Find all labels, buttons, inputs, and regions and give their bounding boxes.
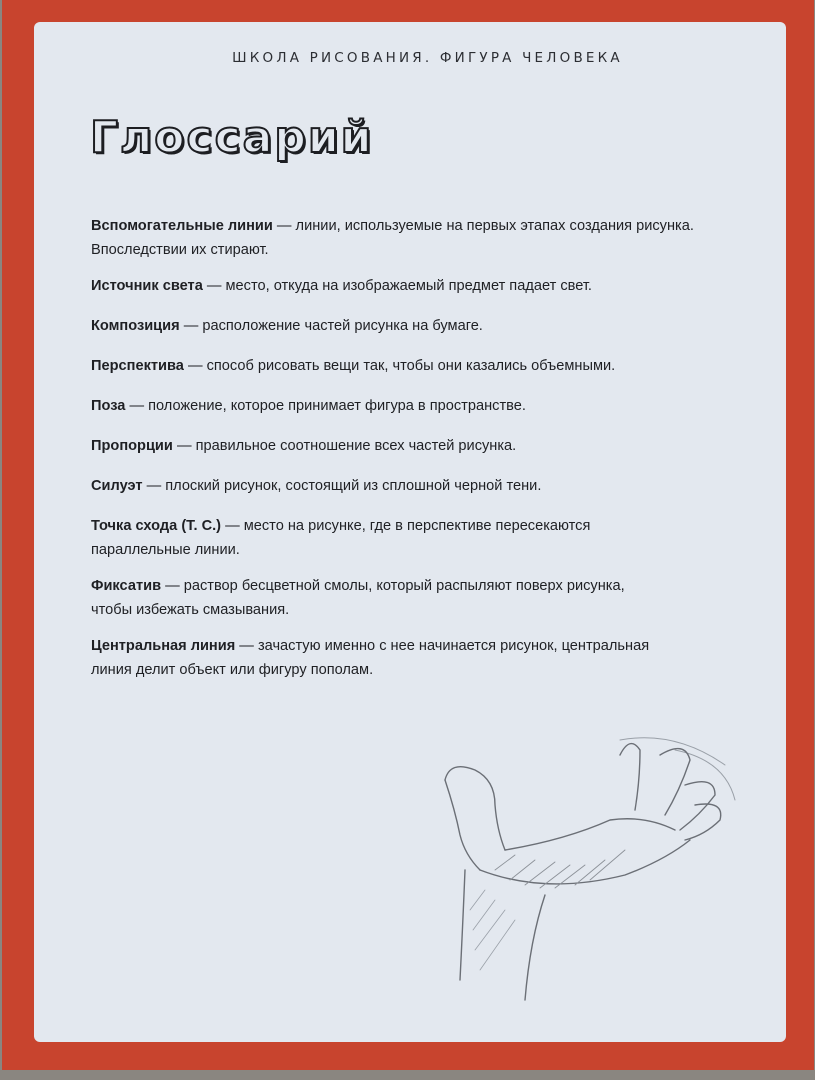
glossary-term: Силуэт xyxy=(91,478,143,494)
running-header: ШКОЛА РИСОВАНИЯ. ФИГУРА ЧЕЛОВЕКА xyxy=(232,50,623,66)
glossary-entry xyxy=(91,474,751,498)
hand-sketch-icon xyxy=(425,720,755,1020)
glossary-term: Композиция xyxy=(91,318,180,334)
glossary-entry xyxy=(91,634,751,682)
glossary-definition: — расположение частей рисунка на бумаге. xyxy=(179,318,483,334)
glossary-term: Перспектива xyxy=(91,358,184,374)
glossary-entry xyxy=(91,574,751,622)
glossary-entry xyxy=(91,514,751,562)
glossary-definition-continuation: параллельные линии. xyxy=(91,542,240,558)
glossary-entry xyxy=(91,274,751,298)
glossary-definition: — зачастую именно с нее начинается рисунок, центральная xyxy=(235,638,650,654)
glossary-term: Центральная линия xyxy=(91,638,236,654)
glossary-definition: — плоский рисунок, состоящий из сплошной черной тени. xyxy=(142,478,542,494)
glossary-entry xyxy=(91,314,751,338)
glossary-definition: — место на рисунке, где в перспективе пересекаются xyxy=(221,518,591,534)
glossary-definition: — раствор бесцветной смолы, который распыляют поверх рисунка, xyxy=(161,578,625,594)
glossary-list xyxy=(91,214,751,682)
glossary-term: Фиксатив xyxy=(91,578,162,594)
glossary-definition-continuation: чтобы избежать смазывания. xyxy=(91,602,290,618)
glossary-term: Пропорции xyxy=(91,438,173,454)
glossary-definition: — место, откуда на изображаемый предмет падает свет. xyxy=(202,278,592,294)
glossary-entry xyxy=(91,214,751,262)
glossary-definition: — способ рисовать вещи так, чтобы они казались объемными. xyxy=(183,358,616,374)
glossary-term: Источник света xyxy=(91,278,203,294)
glossary-definition: — правильное соотношение всех частей рисунка. xyxy=(172,438,517,454)
glossary-term: Вспомогательные линии xyxy=(91,218,273,234)
glossary-definition-continuation: Впоследствии их стирают. xyxy=(91,242,269,258)
glossary-entry xyxy=(91,434,751,458)
glossary-definition-continuation: линия делит объект или фигуру пополам. xyxy=(91,662,374,678)
glossary-term: Точка схода (Т. С.) xyxy=(91,518,222,534)
glossary-definition: — линии, используемые на первых этапах создания рисунка. xyxy=(272,218,694,234)
page-title: Глоссарий xyxy=(90,112,374,163)
glossary-term: Поза xyxy=(91,398,126,414)
glossary-entry xyxy=(91,354,751,378)
glossary-entry xyxy=(91,394,751,418)
glossary-definition: — положение, которое принимает фигура в пространстве. xyxy=(125,398,526,414)
